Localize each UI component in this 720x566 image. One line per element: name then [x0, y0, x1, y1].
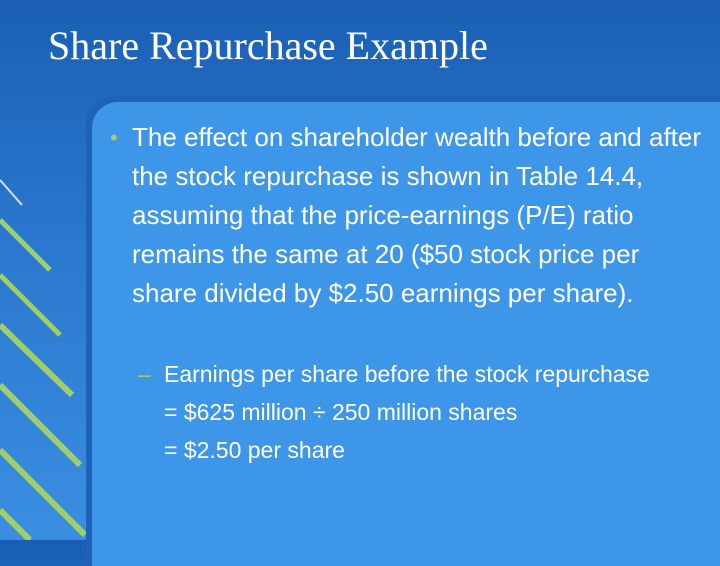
slide-title: Share Repurchase Example: [48, 23, 488, 68]
dash-icon: –: [138, 361, 151, 387]
main-bullet: [110, 118, 710, 313]
main-bullet-text: The effect on shareholder wealth before and after the stock repurchase is shown in Table 14.4, assuming that the price-earnings (P/E) ratio remains the same at 20 ($50 stock price per share divided by $2.50 earnings per share).: [132, 122, 702, 308]
sub-bullet: [138, 358, 698, 466]
bullet-dot-icon: •: [110, 125, 118, 150]
equation-line-2: = $2.50 per share: [164, 437, 345, 463]
equation-line-1: = $625 million ÷ 250 million shares: [164, 399, 518, 425]
sub-bullet-text: Earnings per share before the stock repurchase: [164, 361, 650, 387]
decorative-stripes: [0, 150, 90, 540]
